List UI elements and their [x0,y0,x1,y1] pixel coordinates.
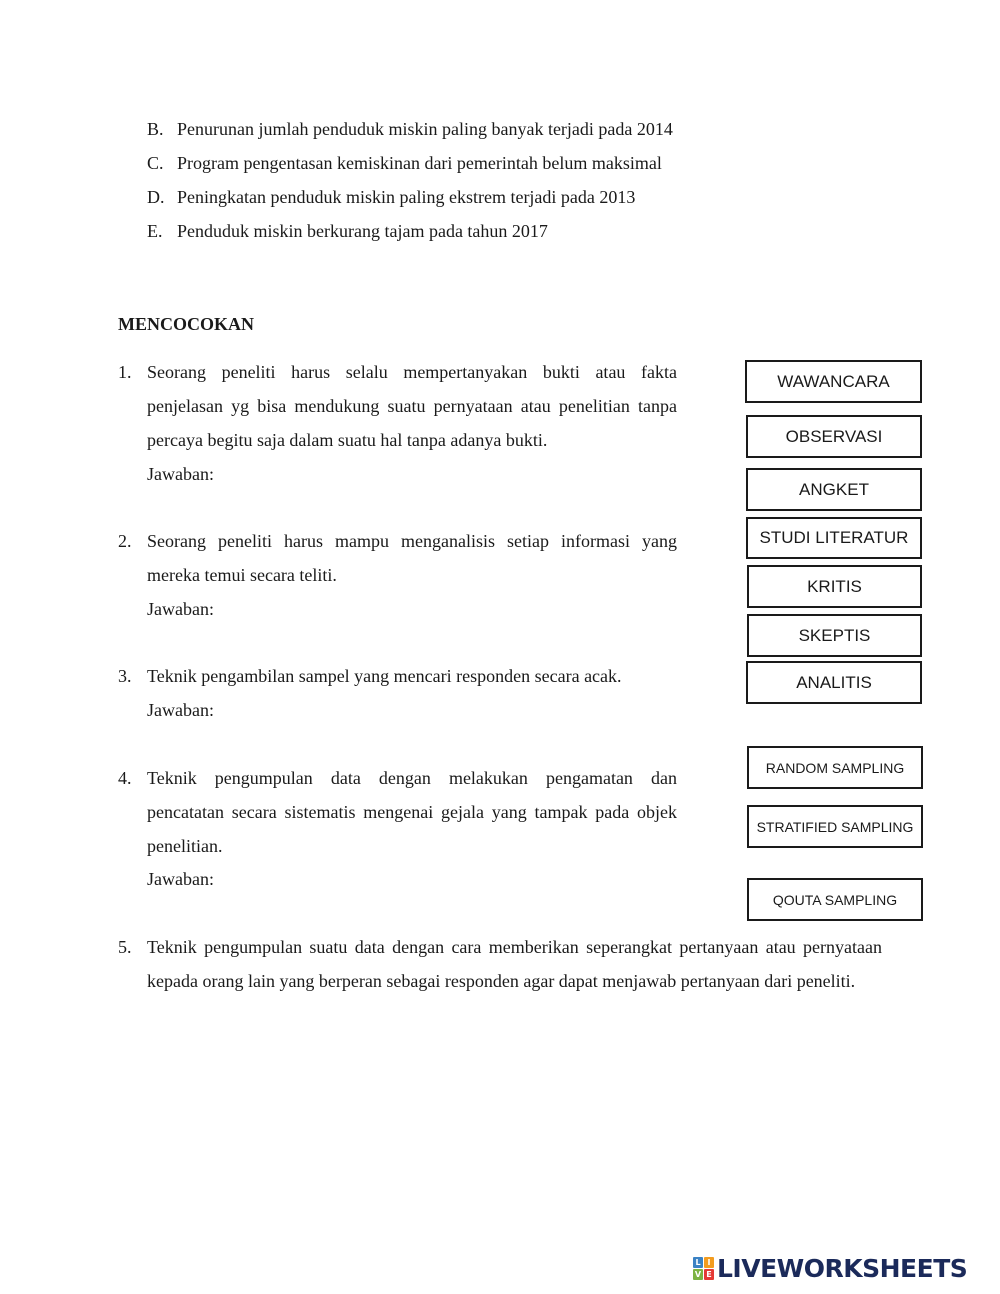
answer-choice-wawancara[interactable]: WAWANCARA [745,360,922,403]
logo-mark-l: L [693,1257,703,1268]
answer-choice-stratified-sampling[interactable]: STRATIFIED SAMPLING [747,805,923,848]
logo-mark-v: V [694,1270,702,1279]
question-4-number: 4. [118,768,132,788]
option-text-d: Peningkatan penduduk miskin paling ekstrem terjadi pada 2013 [177,187,636,207]
option-text-b: Penurunan jumlah penduduk miskin paling banyak terjadi pada 2014 [177,119,673,139]
liveworksheets-logo [693,1254,967,1283]
question-4-text: Teknik pengumpulan data dengan melakukan pengamatan dan pencatatan secara sistematis mengenai gejala yang tampak pada objek penelitian. [147,768,677,856]
option-letter-b: B. [147,119,164,139]
option-letter-e: E. [147,221,163,241]
question-3-number: 3. [118,666,132,686]
question-1-answer-label: Jawaban: [147,464,214,484]
question-5-text: Teknik pengumpulan suatu data dengan cara memberikan seperangkat pertanyaan atau pernyataan kepada orang lain yang berperan sebagai responden agar dapat menjawab pertanyaan dari peneliti. [147,937,882,991]
question-2-text: Seorang peneliti harus mampu menganalisis setiap informasi yang mereka temui secara teliti. [147,531,677,585]
option-letter-d: D. [147,187,165,207]
answer-choice-qouta-sampling[interactable]: QOUTA SAMPLING [747,878,923,921]
question-1-number: 1. [118,362,132,382]
option-text-e: Penduduk miskin berkurang tajam pada tahun 2017 [177,221,548,241]
answer-choice-studi-literatur[interactable]: STUDI LITERATUR [746,517,922,559]
answer-choice-random-sampling[interactable]: RANDOM SAMPLING [747,746,923,789]
logo-mark-i: I [704,1257,714,1268]
question-3-text: Teknik pengambilan sampel yang mencari responden secara acak. [147,666,622,686]
answer-choice-angket[interactable]: ANGKET [746,468,922,511]
question-1-text: Seorang peneliti harus selalu mempertanyakan bukti atau fakta penjelasan yg bisa mendukung suatu pernyataan atau penelitian tanpa percaya begitu saja dalam suatu hal tanpa adanya bukti. [147,362,677,450]
question-4-answer-label: Jawaban: [147,869,214,889]
option-text-c: Program pengentasan kemiskinan dari pemerintah belum maksimal [177,153,662,173]
section-title: MENCOCOKAN [118,314,254,334]
option-letter-c: C. [147,153,164,173]
question-3-answer-label: Jawaban: [147,700,214,720]
answer-choice-kritis[interactable]: KRITIS [747,565,922,608]
answer-choice-observasi[interactable]: OBSERVASI [746,415,922,458]
question-2-number: 2. [118,531,132,551]
question-5-number: 5. [118,937,132,957]
answer-choice-analitis[interactable]: ANALITIS [746,661,922,704]
logo-mark-e: E [704,1269,714,1280]
logo-text: LIVEWORKSHEETS [717,1254,968,1283]
liveworksheets-logo-icon [693,1257,714,1280]
question-2-answer-label: Jawaban: [147,599,214,619]
answer-choice-skeptis[interactable]: SKEPTIS [747,614,922,657]
